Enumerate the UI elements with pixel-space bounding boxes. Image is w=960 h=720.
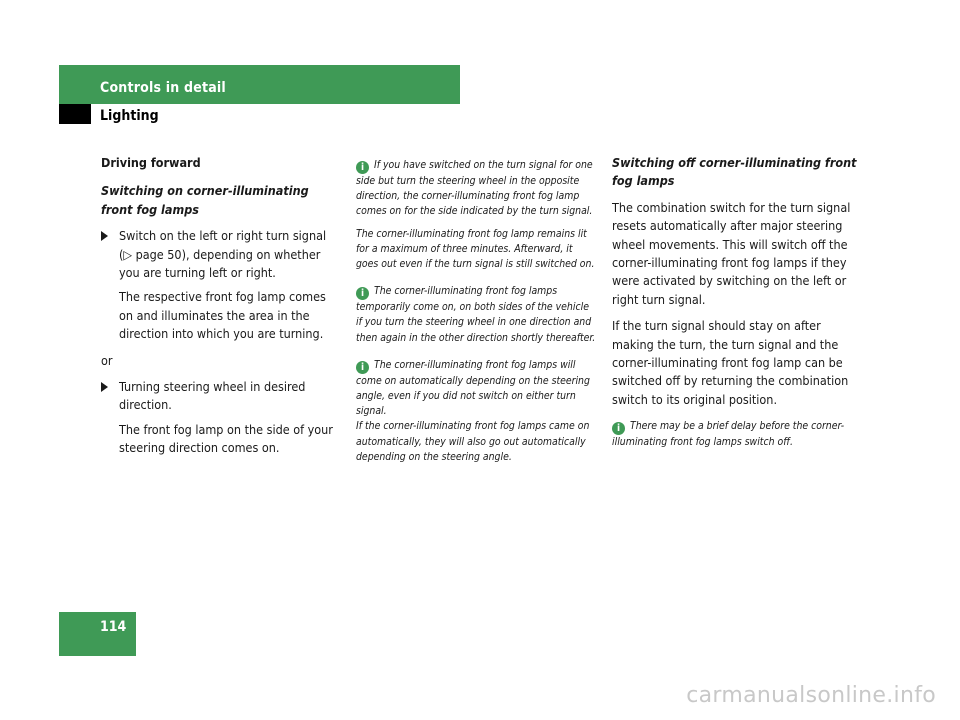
info-icon: i bbox=[612, 422, 625, 435]
info-note bbox=[356, 284, 596, 346]
info-icon: i bbox=[356, 361, 369, 374]
subsection-title: Lighting bbox=[100, 108, 159, 124]
paragraph: The combination switch for the turn signal resets automatically after major steering wheel movements. This will switch off the corner-illuminating front fog lamps if they were activated by switching on the left or right turn signal. bbox=[612, 199, 851, 307]
step-result: The respective front fog lamp comes on and illuminates the area in the direction into which you are turning. bbox=[119, 289, 326, 342]
info-icon: i bbox=[356, 287, 369, 300]
section-title: Controls in detail bbox=[100, 80, 226, 96]
page-number: 114 bbox=[100, 619, 127, 635]
column-left bbox=[101, 154, 341, 466]
subheading-switching-on: Switching on corner-illuminating front fog lamps bbox=[101, 183, 309, 217]
note-text: The corner-illuminating front fog lamp remains lit for a maximum of three minutes. Afterward, it goes out even if the turn signal is still switched on. bbox=[356, 227, 595, 271]
note-text: The corner-illuminating front fog lamps will come on automatically depending on the steering angle, even if you did not switch on either turn signal. bbox=[356, 358, 590, 418]
column-right bbox=[612, 154, 857, 457]
header-marker bbox=[59, 104, 91, 124]
note-text: If you have switched on the turn signal for one side but turn the steering wheel in the opposite direction, the corner-illuminating front fog lamp comes on for the side indicated by the turn signal. bbox=[356, 159, 593, 218]
instruction-step bbox=[101, 378, 341, 415]
subheading-switching-off: Switching off corner-illuminating front fog lamps bbox=[612, 155, 857, 189]
info-note bbox=[356, 358, 596, 420]
step-text: Turning steering wheel in desired direction. bbox=[119, 379, 306, 413]
info-icon: i bbox=[356, 161, 369, 174]
instruction-step bbox=[101, 227, 341, 282]
watermark: carmanualsonline.info bbox=[686, 683, 936, 708]
step-text: Switch on the left or right turn signal (▷ page 50), depending on whether you are turning left or right. bbox=[119, 228, 327, 281]
column-middle-notes bbox=[356, 158, 596, 465]
arrow-bullet-icon bbox=[101, 231, 108, 241]
info-note bbox=[612, 419, 857, 450]
arrow-bullet-icon bbox=[101, 382, 108, 392]
note-text: If the corner-illuminating front fog lamps came on automatically, they will also go out automatically depending on the steering angle. bbox=[356, 420, 590, 463]
info-note bbox=[356, 158, 596, 220]
heading-driving-forward: Driving forward bbox=[101, 155, 201, 170]
paragraph: If the turn signal should stay on after making the turn, the turn signal and the corner-illuminating front fog lamp can be switched off by returning the combination switch to its original position. bbox=[612, 318, 849, 407]
note-text: There may be a brief delay before the corner-illuminating front fog lamps switch off. bbox=[612, 420, 845, 449]
or-text: or bbox=[101, 352, 113, 368]
note-text: The corner-illuminating front fog lamps temporarily come on, on both sides of the vehicle if you turn the steering wheel in one direction and then again in the other direction shortly thereafter. bbox=[356, 285, 596, 344]
step-result: The front fog lamp on the side of your steering direction comes on. bbox=[119, 421, 333, 456]
